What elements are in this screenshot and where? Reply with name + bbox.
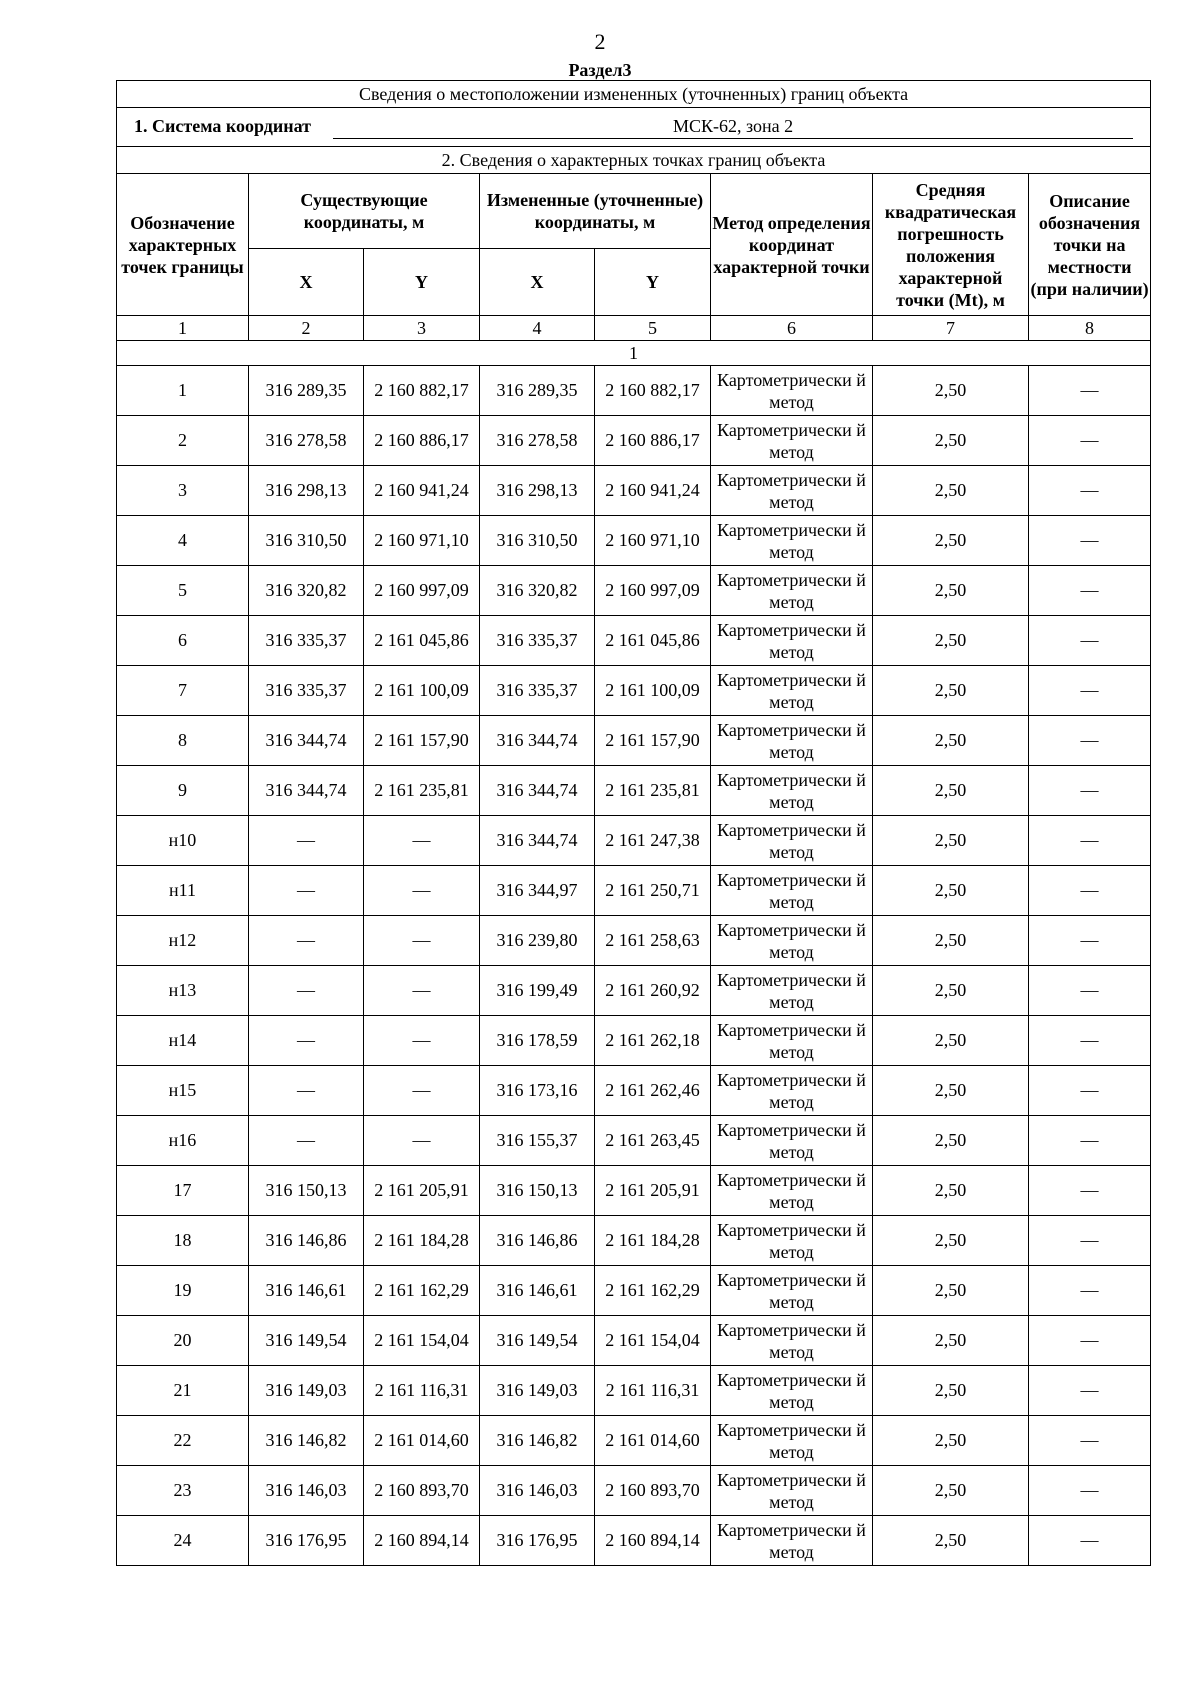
- cell-method: Картометрически й метод: [711, 1066, 873, 1116]
- header-existing-y: Y: [364, 249, 480, 316]
- cell-error: 2,50: [873, 916, 1029, 966]
- cell-error: 2,50: [873, 1216, 1029, 1266]
- cell-changed-y: 2 161 262,18: [595, 1016, 711, 1066]
- cell-changed-y: 2 161 116,31: [595, 1366, 711, 1416]
- cell-existing-y: 2 161 162,29: [364, 1266, 480, 1316]
- cell-existing-y: 2 161 235,81: [364, 766, 480, 816]
- table-row: [117, 1316, 1151, 1366]
- table-row: [117, 1366, 1151, 1416]
- cell-existing-y: 2 160 941,24: [364, 466, 480, 516]
- cell-existing-x: 316 289,35: [249, 366, 364, 416]
- table-row: [117, 716, 1151, 766]
- cell-changed-x: 316 298,13: [480, 466, 595, 516]
- cell-method: Картометрически й метод: [711, 1266, 873, 1316]
- cell-point-id: 2: [117, 416, 249, 466]
- cell-error: 2,50: [873, 1316, 1029, 1366]
- cell-method: Картометрически й метод: [711, 616, 873, 666]
- cell-method: Картометрически й метод: [711, 366, 873, 416]
- cell-method: Картометрически й метод: [711, 916, 873, 966]
- cell-point-id: 6: [117, 616, 249, 666]
- cell-point-id: 20: [117, 1316, 249, 1366]
- coord-system-label: 1. Система координат: [134, 115, 312, 136]
- cell-description: —: [1029, 1466, 1151, 1516]
- cell-changed-y: 2 161 162,29: [595, 1266, 711, 1316]
- cell-existing-x: 316 146,82: [249, 1416, 364, 1466]
- cell-changed-x: 316 344,74: [480, 766, 595, 816]
- header-existing: Существующие координаты, м: [249, 174, 480, 249]
- cell-description: —: [1029, 766, 1151, 816]
- cell-existing-x: 316 149,54: [249, 1316, 364, 1366]
- cell-error: 2,50: [873, 966, 1029, 1016]
- cell-existing-y: 2 160 971,10: [364, 516, 480, 566]
- header-changed-x: X: [480, 249, 595, 316]
- cell-existing-x: —: [249, 816, 364, 866]
- cell-existing-x: —: [249, 1016, 364, 1066]
- header-designation: Обозначение характерных точек границы: [117, 174, 249, 316]
- cell-existing-y: 2 161 116,31: [364, 1366, 480, 1416]
- table-row: [117, 1466, 1151, 1516]
- cell-error: 2,50: [873, 816, 1029, 866]
- cell-method: Картометрически й метод: [711, 666, 873, 716]
- cell-existing-x: —: [249, 966, 364, 1016]
- cell-changed-x: 316 344,74: [480, 816, 595, 866]
- cell-changed-x: 316 320,82: [480, 566, 595, 616]
- cell-changed-y: 2 160 941,24: [595, 466, 711, 516]
- table-row: [117, 816, 1151, 866]
- cell-changed-y: 2 161 250,71: [595, 866, 711, 916]
- cell-changed-y: 2 160 882,17: [595, 366, 711, 416]
- cell-description: —: [1029, 1166, 1151, 1216]
- table-row: [117, 1116, 1151, 1166]
- cell-point-id: 9: [117, 766, 249, 816]
- cell-point-id: н14: [117, 1016, 249, 1066]
- cell-error: 2,50: [873, 1416, 1029, 1466]
- cell-error: 2,50: [873, 1066, 1029, 1116]
- cell-description: —: [1029, 1016, 1151, 1066]
- cell-changed-x: 316 278,58: [480, 416, 595, 466]
- cell-point-id: 23: [117, 1466, 249, 1516]
- cell-description: —: [1029, 416, 1151, 466]
- cell-existing-y: 2 161 205,91: [364, 1166, 480, 1216]
- cell-error: 2,50: [873, 1466, 1029, 1516]
- table-row: [117, 1016, 1151, 1066]
- cell-changed-y: 2 161 205,91: [595, 1166, 711, 1216]
- column-number-row: [117, 316, 1151, 341]
- cell-point-id: н15: [117, 1066, 249, 1116]
- cell-existing-x: 316 278,58: [249, 416, 364, 466]
- cell-changed-y: 2 161 262,46: [595, 1066, 711, 1116]
- cell-point-id: 17: [117, 1166, 249, 1216]
- cell-existing-x: 316 310,50: [249, 516, 364, 566]
- table-row: [117, 516, 1151, 566]
- table-row: [117, 916, 1151, 966]
- cell-error: 2,50: [873, 1166, 1029, 1216]
- cell-existing-x: 316 150,13: [249, 1166, 364, 1216]
- cell-existing-x: —: [249, 866, 364, 916]
- cell-existing-x: 316 146,86: [249, 1216, 364, 1266]
- table-row: [117, 616, 1151, 666]
- cell-existing-y: 2 160 882,17: [364, 366, 480, 416]
- cell-existing-y: —: [364, 966, 480, 1016]
- cell-changed-x: 316 335,37: [480, 666, 595, 716]
- cell-changed-x: 316 310,50: [480, 516, 595, 566]
- cell-existing-y: 2 160 997,09: [364, 566, 480, 616]
- cell-error: 2,50: [873, 566, 1029, 616]
- cell-changed-y: 2 161 263,45: [595, 1116, 711, 1166]
- cell-method: Картометрически й метод: [711, 1316, 873, 1366]
- cell-error: 2,50: [873, 666, 1029, 716]
- cell-description: —: [1029, 1266, 1151, 1316]
- cell-existing-x: 316 344,74: [249, 716, 364, 766]
- cell-point-id: н13: [117, 966, 249, 1016]
- cell-changed-x: 316 150,13: [480, 1166, 595, 1216]
- table-row: [117, 366, 1151, 416]
- cell-changed-x: 316 199,49: [480, 966, 595, 1016]
- coord-system-cell: [117, 108, 1151, 147]
- cell-changed-y: 2 161 260,92: [595, 966, 711, 1016]
- cell-changed-x: 316 344,74: [480, 716, 595, 766]
- cell-error: 2,50: [873, 866, 1029, 916]
- table-title: Сведения о местоположении измененных (уточненных) границ объекта: [117, 81, 1151, 108]
- cell-changed-x: 316 176,95: [480, 1516, 595, 1566]
- table-row: [117, 1266, 1151, 1316]
- header-changed-y: Y: [595, 249, 711, 316]
- cell-existing-y: 2 161 014,60: [364, 1416, 480, 1466]
- coord-system-value: МСК-62, зона 2: [333, 116, 1133, 139]
- column-number: 2: [249, 316, 364, 341]
- cell-method: Картометрически й метод: [711, 866, 873, 916]
- cell-method: Картометрически й метод: [711, 1166, 873, 1216]
- table-row: [117, 966, 1151, 1016]
- column-number: 1: [117, 316, 249, 341]
- cell-changed-y: 2 161 045,86: [595, 616, 711, 666]
- cell-point-id: 18: [117, 1216, 249, 1266]
- cell-existing-x: 316 335,37: [249, 616, 364, 666]
- cell-description: —: [1029, 966, 1151, 1016]
- cell-description: —: [1029, 1516, 1151, 1566]
- header-changed: Измененные (уточненные) координаты, м: [480, 174, 711, 249]
- header-error: Средняя квадратическая погрешность положения характерной точки (Mt), м: [873, 174, 1029, 316]
- cell-changed-y: 2 161 235,81: [595, 766, 711, 816]
- cell-description: —: [1029, 1416, 1151, 1466]
- table-row: [117, 466, 1151, 516]
- table-row: [117, 416, 1151, 466]
- cell-existing-x: 316 320,82: [249, 566, 364, 616]
- cell-method: Картометрически й метод: [711, 966, 873, 1016]
- cell-error: 2,50: [873, 1366, 1029, 1416]
- cell-method: Картометрически й метод: [711, 416, 873, 466]
- cell-method: Картометрически й метод: [711, 1216, 873, 1266]
- cell-description: —: [1029, 666, 1151, 716]
- cell-changed-x: 316 155,37: [480, 1116, 595, 1166]
- cell-method: Картометрически й метод: [711, 1366, 873, 1416]
- cell-existing-x: 316 146,61: [249, 1266, 364, 1316]
- table-row: [117, 666, 1151, 716]
- table-row: [117, 1166, 1151, 1216]
- section-title: Раздел3: [568, 60, 632, 80]
- cell-existing-x: —: [249, 1116, 364, 1166]
- cell-changed-y: 2 160 997,09: [595, 566, 711, 616]
- cell-existing-x: —: [249, 1066, 364, 1116]
- cell-changed-x: 316 146,86: [480, 1216, 595, 1266]
- column-number: 7: [873, 316, 1029, 341]
- column-number: 5: [595, 316, 711, 341]
- cell-existing-y: —: [364, 866, 480, 916]
- cell-existing-y: 2 160 893,70: [364, 1466, 480, 1516]
- cell-point-id: 22: [117, 1416, 249, 1466]
- cell-method: Картометрически й метод: [711, 716, 873, 766]
- cell-point-id: 21: [117, 1366, 249, 1416]
- cell-description: —: [1029, 816, 1151, 866]
- cell-error: 2,50: [873, 466, 1029, 516]
- cell-method: Картометрически й метод: [711, 766, 873, 816]
- cell-existing-x: 316 149,03: [249, 1366, 364, 1416]
- cell-description: —: [1029, 716, 1151, 766]
- cell-existing-y: —: [364, 1066, 480, 1116]
- cell-point-id: 24: [117, 1516, 249, 1566]
- cell-existing-y: 2 161 154,04: [364, 1316, 480, 1366]
- cell-description: —: [1029, 566, 1151, 616]
- cell-existing-y: 2 160 894,14: [364, 1516, 480, 1566]
- column-number: 3: [364, 316, 480, 341]
- cell-description: —: [1029, 1116, 1151, 1166]
- cell-existing-x: 316 146,03: [249, 1466, 364, 1516]
- cell-existing-y: —: [364, 1116, 480, 1166]
- table-row: [117, 566, 1151, 616]
- cell-description: —: [1029, 1216, 1151, 1266]
- cell-point-id: н10: [117, 816, 249, 866]
- cell-method: Картометрически й метод: [711, 516, 873, 566]
- cell-changed-x: 316 146,82: [480, 1416, 595, 1466]
- cell-error: 2,50: [873, 1116, 1029, 1166]
- header-existing-x: X: [249, 249, 364, 316]
- cell-description: —: [1029, 466, 1151, 516]
- cell-description: —: [1029, 1316, 1151, 1366]
- column-number: 4: [480, 316, 595, 341]
- cell-changed-y: 2 160 893,70: [595, 1466, 711, 1516]
- cell-error: 2,50: [873, 366, 1029, 416]
- cell-changed-y: 2 161 184,28: [595, 1216, 711, 1266]
- cell-point-id: 3: [117, 466, 249, 516]
- cell-error: 2,50: [873, 416, 1029, 466]
- cell-method: Картометрически й метод: [711, 1116, 873, 1166]
- cell-method: Картометрически й метод: [711, 466, 873, 516]
- table-row: [117, 866, 1151, 916]
- header-description: Описание обозначения точки на местности (при наличии): [1029, 174, 1151, 316]
- cell-error: 2,50: [873, 516, 1029, 566]
- cell-point-id: 1: [117, 366, 249, 416]
- cell-changed-y: 2 160 971,10: [595, 516, 711, 566]
- cell-point-id: 7: [117, 666, 249, 716]
- boundary-table: [116, 80, 1151, 1566]
- cell-changed-y: 2 160 894,14: [595, 1516, 711, 1566]
- cell-changed-y: 2 161 247,38: [595, 816, 711, 866]
- cell-method: Картометрически й метод: [711, 1466, 873, 1516]
- cell-changed-y: 2 161 154,04: [595, 1316, 711, 1366]
- cell-changed-y: 2 161 258,63: [595, 916, 711, 966]
- cell-point-id: 8: [117, 716, 249, 766]
- cell-error: 2,50: [873, 616, 1029, 666]
- cell-changed-x: 316 344,97: [480, 866, 595, 916]
- table-row: [117, 1516, 1151, 1566]
- cell-method: Картометрически й метод: [711, 1416, 873, 1466]
- table-row: [117, 1066, 1151, 1116]
- cell-point-id: 4: [117, 516, 249, 566]
- cell-existing-y: 2 160 886,17: [364, 416, 480, 466]
- cell-point-id: н11: [117, 866, 249, 916]
- cell-changed-y: 2 161 157,90: [595, 716, 711, 766]
- contour-label: 1: [117, 341, 1151, 366]
- cell-description: —: [1029, 866, 1151, 916]
- cell-changed-x: 316 146,03: [480, 1466, 595, 1516]
- cell-changed-y: 2 161 014,60: [595, 1416, 711, 1466]
- page-number: 2: [594, 29, 606, 54]
- cell-existing-y: 2 161 100,09: [364, 666, 480, 716]
- cell-changed-x: 316 335,37: [480, 616, 595, 666]
- cell-method: Картометрически й метод: [711, 566, 873, 616]
- cell-existing-y: —: [364, 916, 480, 966]
- cell-changed-x: 316 239,80: [480, 916, 595, 966]
- cell-point-id: н12: [117, 916, 249, 966]
- cell-description: —: [1029, 916, 1151, 966]
- cell-method: Картометрически й метод: [711, 1516, 873, 1566]
- cell-existing-x: 316 176,95: [249, 1516, 364, 1566]
- cell-point-id: 19: [117, 1266, 249, 1316]
- cell-existing-y: —: [364, 1016, 480, 1066]
- cell-changed-x: 316 146,61: [480, 1266, 595, 1316]
- cell-description: —: [1029, 616, 1151, 666]
- cell-description: —: [1029, 1066, 1151, 1116]
- cell-error: 2,50: [873, 1266, 1029, 1316]
- cell-error: 2,50: [873, 716, 1029, 766]
- cell-method: Картометрически й метод: [711, 1016, 873, 1066]
- cell-changed-x: 316 149,03: [480, 1366, 595, 1416]
- cell-existing-y: 2 161 184,28: [364, 1216, 480, 1266]
- cell-existing-y: —: [364, 816, 480, 866]
- cell-point-id: 5: [117, 566, 249, 616]
- cell-existing-x: 316 298,13: [249, 466, 364, 516]
- cell-method: Картометрически й метод: [711, 816, 873, 866]
- table-row: [117, 1416, 1151, 1466]
- table-row: [117, 766, 1151, 816]
- column-number: 6: [711, 316, 873, 341]
- cell-changed-x: 316 178,59: [480, 1016, 595, 1066]
- cell-existing-x: —: [249, 916, 364, 966]
- cell-existing-y: 2 161 157,90: [364, 716, 480, 766]
- table-row: [117, 1216, 1151, 1266]
- cell-changed-x: 316 149,54: [480, 1316, 595, 1366]
- cell-description: —: [1029, 516, 1151, 566]
- cell-changed-y: 2 160 886,17: [595, 416, 711, 466]
- cell-error: 2,50: [873, 766, 1029, 816]
- points-title: 2. Сведения о характерных точках границ объекта: [117, 147, 1151, 174]
- header-method: Метод определения координат характерной точки: [711, 174, 873, 316]
- cell-existing-x: 316 335,37: [249, 666, 364, 716]
- cell-changed-x: 316 173,16: [480, 1066, 595, 1116]
- cell-changed-y: 2 161 100,09: [595, 666, 711, 716]
- cell-error: 2,50: [873, 1516, 1029, 1566]
- cell-description: —: [1029, 366, 1151, 416]
- cell-existing-x: 316 344,74: [249, 766, 364, 816]
- cell-point-id: н16: [117, 1116, 249, 1166]
- cell-changed-x: 316 289,35: [480, 366, 595, 416]
- column-number: 8: [1029, 316, 1151, 341]
- cell-description: —: [1029, 1366, 1151, 1416]
- cell-existing-y: 2 161 045,86: [364, 616, 480, 666]
- cell-error: 2,50: [873, 1016, 1029, 1066]
